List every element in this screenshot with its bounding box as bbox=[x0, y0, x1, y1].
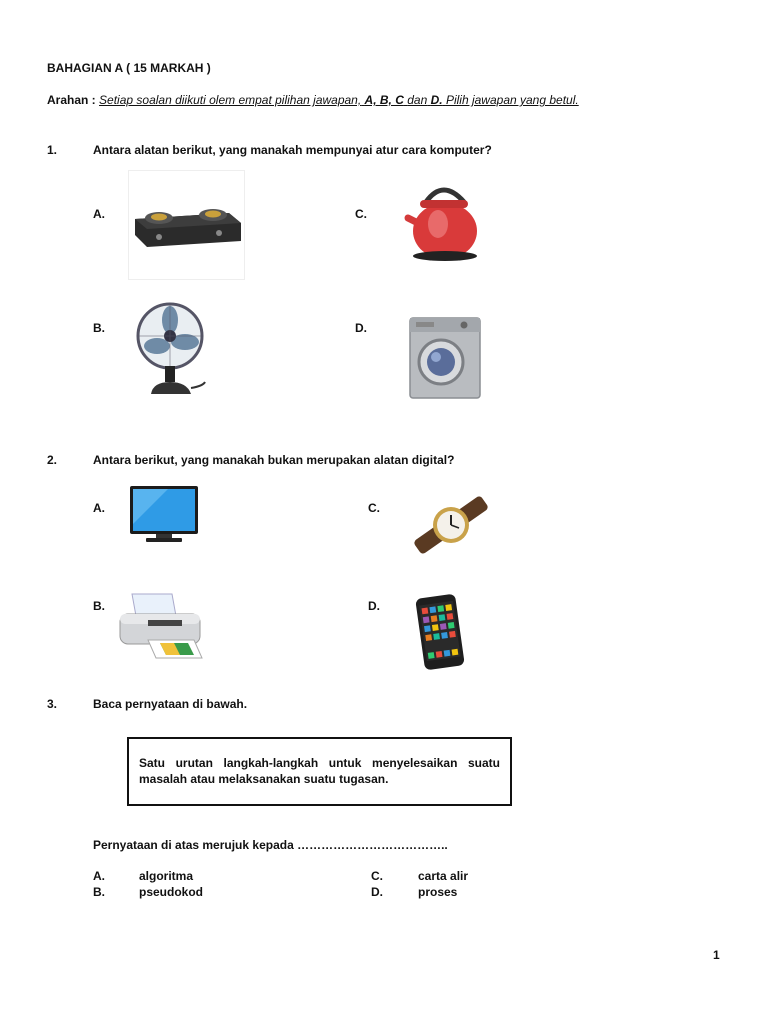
wristwatch-icon bbox=[414, 490, 488, 560]
q1-option-c-label: C. bbox=[355, 207, 367, 221]
printer-icon bbox=[118, 590, 204, 662]
q2-option-d-label: D. bbox=[368, 599, 380, 613]
q1-option-d-label: D. bbox=[355, 321, 367, 335]
question-2-text: Antara berikut, yang manakah bukan merupakan alatan digital? bbox=[93, 453, 455, 467]
q3-answer-c-text: carta alir bbox=[418, 869, 469, 883]
washing-machine-icon bbox=[408, 316, 482, 400]
instruction bbox=[47, 93, 579, 107]
question-1-text: Antara alatan berikut, yang manakah mempunyai atur cara komputer? bbox=[93, 143, 492, 157]
q3-answer-b-label: B. bbox=[93, 885, 105, 899]
q2-option-a-label: A. bbox=[93, 501, 105, 515]
question-1-number: 1. bbox=[47, 143, 58, 157]
question-3-number: 3. bbox=[47, 697, 58, 711]
q3-answer-a-label: A. bbox=[93, 869, 105, 883]
statement-line-2: masalah atau melaksanakan suatu tugasan. bbox=[139, 772, 389, 786]
page-number: 1 bbox=[713, 948, 720, 962]
instruction-text: Setiap soalan diikuti olem empat pilihan jawapan, A, B, C dan D. Pilih jawapan yang betul. bbox=[99, 93, 579, 107]
q3-answer-d-text: proses bbox=[418, 885, 458, 899]
q3-answer-d-label: D. bbox=[371, 885, 383, 899]
question-3-text: Baca pernyataan di bawah. bbox=[93, 697, 248, 711]
q3-answer-a-text: algoritma bbox=[139, 869, 194, 883]
q2-option-b-label: B. bbox=[93, 599, 105, 613]
question-3-prompt: Pernyataan di atas merujuk kepada ……………………………….. bbox=[93, 838, 448, 852]
gas-stove-icon bbox=[128, 170, 245, 280]
smartphone-icon bbox=[414, 594, 466, 670]
table-fan-icon bbox=[133, 302, 209, 398]
q1-option-a-label: A. bbox=[93, 207, 105, 221]
q1-option-b-label: B. bbox=[93, 321, 105, 335]
question-2-number: 2. bbox=[47, 453, 58, 467]
flat-tv-icon bbox=[128, 484, 200, 544]
statement-box bbox=[127, 737, 512, 806]
statement-line-1: Satu urutan langkah-langkah untuk menyelesaikan suatu bbox=[139, 756, 500, 770]
instruction-label: Arahan : bbox=[47, 93, 96, 107]
kettle-icon bbox=[398, 176, 488, 266]
section-title: BAHAGIAN A ( 15 MARKAH ) bbox=[47, 61, 211, 75]
q2-option-c-label: C. bbox=[368, 501, 380, 515]
q3-answer-b-text: pseudokod bbox=[139, 885, 204, 899]
q3-answer-c-label: C. bbox=[371, 869, 383, 883]
